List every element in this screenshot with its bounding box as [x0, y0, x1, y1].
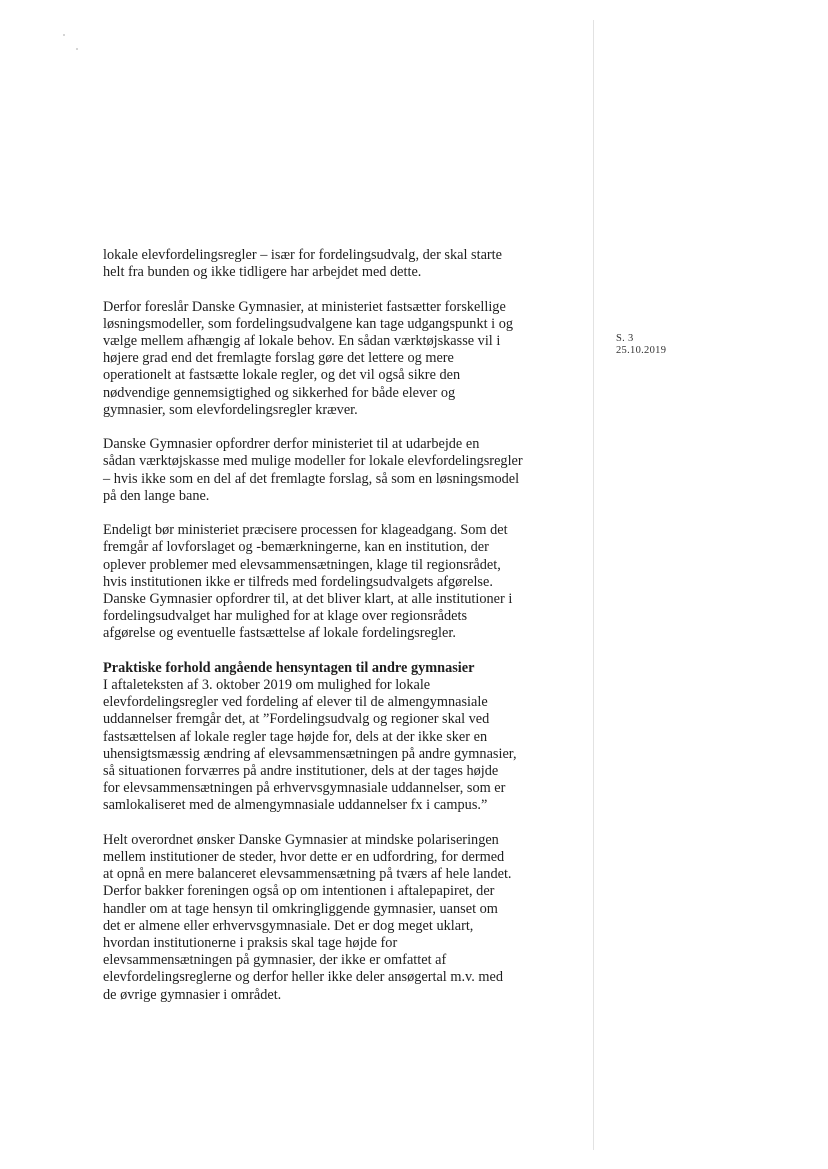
margin-divider — [593, 20, 594, 1150]
body-text — [103, 247, 568, 1021]
text-line: afgørelse og eventuelle fastsættelse af lokale fordelingsregler. — [103, 625, 456, 642]
scan-speck — [63, 34, 65, 36]
text-line: elevfordelingsregler ved fordeling af elever til de almengymnasiale — [103, 694, 488, 711]
text-line: Helt overordnet ønsker Danske Gymnasier at mindske polariseringen — [103, 831, 499, 848]
text-line: helt fra bunden og ikke tidligere har arbejdet med dette. — [103, 264, 422, 281]
text-line: sådan værktøjskasse med mulige modeller for lokale elevfordelingsregler — [103, 453, 523, 470]
text-line: handler om at tage hensyn til omkringliggende gymnasier, uanset om — [103, 900, 498, 917]
text-line: hvordan institutionerne i praksis skal tage højde for — [103, 935, 398, 952]
text-line: de øvrige gymnasier i området. — [103, 986, 282, 1003]
text-line: elevfordelingsreglerne og derfor heller ikke deler ansøgertal m.v. med — [103, 969, 504, 986]
section-heading: Praktiske forhold angående hensyntagen til andre gymnasier — [103, 659, 475, 676]
text-line: vælge mellem afhængig af lokale behov. En sådan værktøjskasse vil i — [103, 333, 501, 349]
text-line: løsningsmodeller, som fordelingsudvalgene kan tage udgangspunkt i og — [103, 315, 513, 332]
text-line: for elevsammensætningen på erhvervsgymnasiale uddannelser, som er — [103, 780, 506, 797]
text-line: uddannelser fremgår det, at ”Fordelingsudvalg og regioner skal ved — [103, 711, 490, 728]
text-line: gymnasier, som elevfordelingsregler kræver. — [103, 401, 358, 418]
page-number: S. 3 — [616, 333, 634, 344]
text-line: fastsættelsen af lokale regler tage højde for, dels at der ikke sker en — [103, 728, 488, 745]
text-line: nødvendige gennemsigtighed og sikkerhed for både elever og — [103, 384, 456, 401]
paragraph — [103, 660, 568, 815]
text-line: fremgår af lovforslaget og -bemærkningerne, kan en institution, der — [103, 539, 489, 556]
text-line: hvis institutionen ikke er tilfreds med fordelingsudvalgets afgørelse. — [103, 573, 493, 590]
text-line: operationelt at fastsætte lokale regler, og det vil også sikre den — [103, 367, 461, 384]
text-line: højere grad end det fremlagte forslag gøre det lettere og mere — [103, 350, 454, 367]
text-line: Endeligt bør ministeriet præcisere processen for klageadgang. Som det — [103, 522, 508, 539]
paragraph — [103, 436, 568, 505]
paragraph — [103, 247, 568, 281]
text-line: mellem institutioner de steder, hvor dette er en udfordring, for dermed — [103, 849, 505, 866]
text-line: så situationen forværres på andre institutioner, dels at der tages højde — [103, 763, 499, 780]
text-line: Derfor foreslår Danske Gymnasier, at ministeriet fastsætter forskellige — [103, 298, 506, 315]
scan-speck — [76, 48, 78, 50]
text-line: på den lange bane. — [103, 487, 210, 504]
paragraph — [103, 832, 568, 1004]
text-line: elevsammensætningen på gymnasier, der ikke er omfattet af — [103, 952, 447, 969]
text-line: Derfor bakker foreningen også op om intentionen i aftalepapiret, der — [103, 883, 495, 900]
text-line: lokale elevfordelingsregler – især for fordelingsudvalg, der skal starte — [103, 247, 502, 263]
text-line: det er almene eller erhvervsgymnasiale. Det er dog meget uklart, — [103, 917, 474, 934]
text-line: oplever problemer med elevsammensætningen, klage til regionsrådet, — [103, 556, 501, 573]
text-line: at opnå en mere balanceret elevsammensætning på tværs af hele landet. — [103, 866, 512, 883]
text-line: I aftaleteksten af 3. oktober 2019 om mulighed for lokale — [103, 677, 431, 694]
text-line: fordelingsudvalget har mulighed for at klage over regionsrådets — [103, 608, 468, 625]
text-line: Danske Gymnasier opfordrer til, at det bliver klart, at alle institutioner i — [103, 591, 513, 608]
paragraph — [103, 299, 568, 419]
text-line: samlokaliseret med de almengymnasiale uddannelser fx i campus.” — [103, 797, 488, 814]
page-meta — [616, 333, 666, 357]
text-line: – hvis ikke som en del af det fremlagte forslag, så som en løsningsmodel — [103, 470, 520, 487]
document-date: 25.10.2019 — [616, 345, 667, 356]
text-line: uhensigtsmæssig ændring af elevsammensætningen på andre gymnasier, — [103, 745, 517, 762]
text-line: Danske Gymnasier opfordrer derfor ministeriet til at udarbejde en — [103, 436, 480, 453]
paragraph — [103, 522, 568, 642]
